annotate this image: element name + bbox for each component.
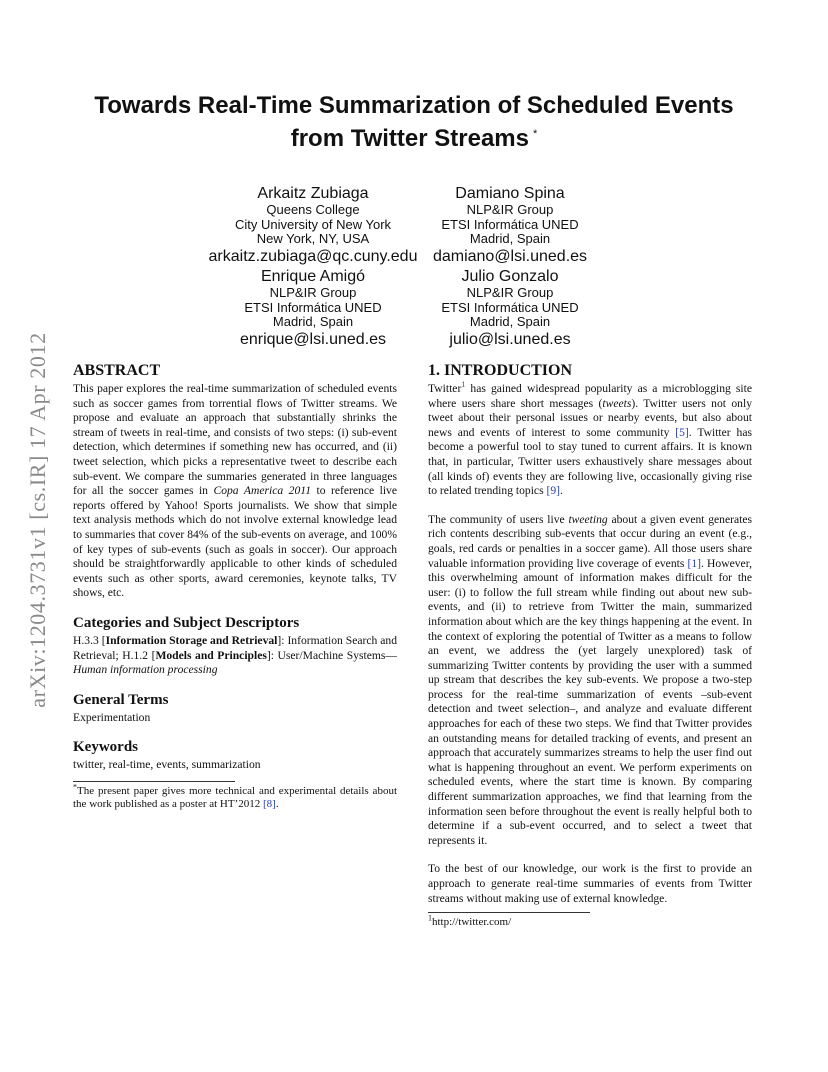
footnote-rule <box>428 912 590 913</box>
left-column <box>73 362 397 811</box>
author-block-1: Arkaitz Zubiaga Queens College City University of New York New York, NY, USA arkaitz.zubiaga@qc.cuny.edu <box>203 184 423 267</box>
paper-title: Towards Real-Time Summarization of Scheduled Events from Twitter Streams * <box>94 92 734 152</box>
introduction-heading: 1. INTRODUCTION <box>428 362 573 379</box>
abstract-text: This paper explores the real-time summarization of scheduled events such as soccer games from torrential flows of Twitter streams. We propose and evaluate an approach that substantially shrinks the stream of tweets in real-time, and consists of two steps: (i) sub-event detection, which determines if something new has occurred, and (ii) tweet selection, which picks a representative tweet to describe each sub-event. We compare the summaries generated in three languages for all the soccer games in Copa America 2011 to reference live reports offered by Yahoo! Sports journalists. We show that simple text analysis methods which do not involve external knowledge lead to summaries that cover 84% of the sub-events on average, and 100% of key types of sub-events (such as goals in soccer). Our approach should be straightforwardly applicable to other kinds of scheduled events such as other sports, award ceremonies, keynote talks, TV shows, etc. <box>73 382 397 600</box>
author-email: arkaitz.zubiaga@qc.cuny.edu <box>208 247 418 265</box>
author-name: Damiano Spina <box>455 185 565 202</box>
arxiv-identifier: arXiv:1204.3731v1 [cs.IR] 17 Apr 2012 <box>25 332 50 708</box>
author-block-4: Julio Gonzalo NLP&IR Group ETSI Informática UNED Madrid, Spain julio@lsi.uned.es <box>400 267 620 350</box>
author-block-3: Enrique Amigó NLP&IR Group ETSI Informática UNED Madrid, Spain enrique@lsi.uned.es <box>203 267 423 350</box>
categories-heading: Categories and Subject Descriptors <box>73 614 300 631</box>
title-footnote-mark: * <box>533 128 538 140</box>
author-email: enrique@lsi.uned.es <box>239 330 387 348</box>
keywords-heading: Keywords <box>73 739 138 756</box>
keywords-text: twitter, real-time, events, summarization <box>73 758 261 772</box>
right-column <box>428 362 752 929</box>
footnote-star: *The present paper gives more technical and experimental details about the work published as a poster at HT’2012 [8]. <box>73 782 397 810</box>
abstract-heading: ABSTRACT <box>73 362 161 379</box>
author-name: Julio Gonzalo <box>461 268 559 285</box>
categories-text: H.3.3 [Information Storage and Retrieval]: Information Search and Retrieval; H.1.2 [Models and Principles]: User/Machine Systems—Human information processing <box>73 633 398 677</box>
citation-link[interactable]: [1] <box>687 556 702 570</box>
author-block-2: Damiano Spina NLP&IR Group ETSI Informática UNED Madrid, Spain damiano@lsi.uned.es <box>400 184 620 267</box>
author-email: julio@lsi.uned.es <box>449 330 571 348</box>
footnote-rule <box>73 781 235 782</box>
intro-paragraph-2: The community of users live tweeting about a given event generates rich contents describing sub-events that occur during an event (e.g., goals, red cards or penalties in a soccer game). All those users share valuable information providing live coverage of events [1]. However, this overwhelming amount of information makes difficult for the user: (i) to follow the full stream while finding out about new sub-events, and (ii) to retrieve from Twitter the main, summarized information about which are the key things happening at the event. In the context of exploring the potential of Twitter as a means to follow an event, we address the (yet largely unexplored) task of summarizing Twitter contents by providing the user with a summed up stream that describes the key sub-events. We propose a two-step process for the real-time summarization of events –sub-event detection and tweet selection–, and analyze and evaluate different approaches for each of these two steps. We find that Twitter provides an outstanding means for detailed tracking of events, and present an approach that accurately summarizes streams to help the user find out what is happening throughout an event. We perform experiments on scheduled events, where the start time is known. By comparing different summarization approaches, we find that learning from the information seen before throughout the event is really helpful both to determine if a sub-event occurred, and to select a tweet that represents it. <box>428 512 752 847</box>
intro-paragraph-3: To the best of our knowledge, our work is the first to provide an approach to generate real-time summaries of events from Twitter streams without making use of external knowledge. <box>428 862 752 905</box>
intro-paragraph-1: Twitter$^1$ has gained widespread popularity as a microblogging site where users share short messages (tweets). Twitter users not only tweet about their personal issues or nearby events, but also about news and events of interest to some community [5]. Twitter has become a powerful tool to stay tuned to current affairs. It is known that, in particular, Twitter users exhaustively share messages about (all kinds of) events they are following live, occasionally giving rise to related trending topics [9]. <box>428 380 752 498</box>
footnote-link[interactable]: 1 <box>461 380 466 390</box>
author-name: Enrique Amigó <box>260 268 366 285</box>
author-email: damiano@lsi.uned.es <box>432 247 588 265</box>
author-name: Arkaitz Zubiaga <box>257 185 369 202</box>
citation-link[interactable]: [9] <box>546 484 561 498</box>
footnote-1: $^1$http://twitter.com/ <box>428 913 512 929</box>
citation-link[interactable]: [5] <box>675 425 689 439</box>
general-terms-heading: General Terms <box>73 691 169 708</box>
general-terms-text: Experimentation <box>73 710 151 724</box>
citation-link[interactable]: [8] <box>263 797 276 810</box>
